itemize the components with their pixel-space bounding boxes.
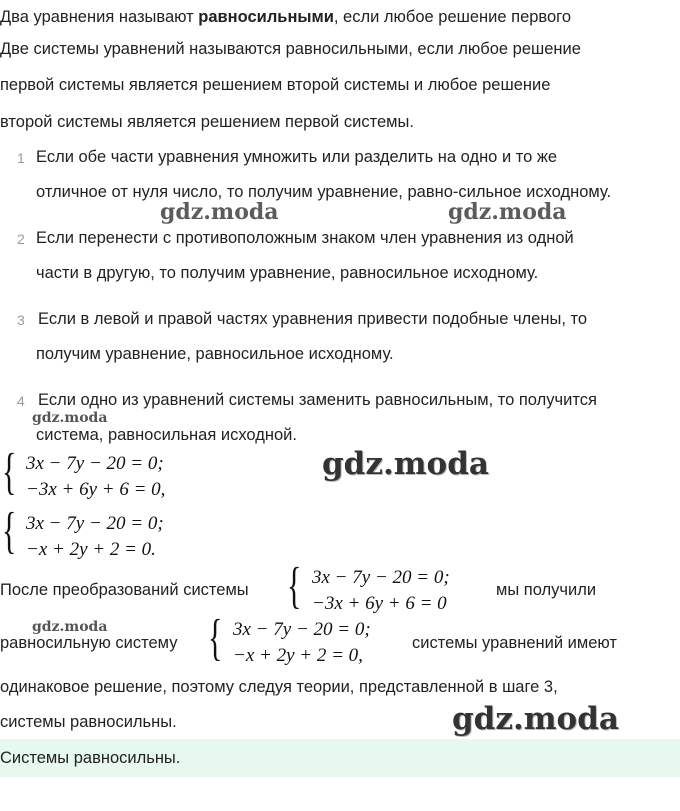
conclusion-text: мы получили [496, 581, 597, 599]
rule-text: Если в левой и правой частях уравнения привести подобные члены, то [38, 310, 588, 328]
watermark: gdz.moda [32, 410, 108, 426]
rule-text: части в другую, то получим уравнение, равносильное исходному. [36, 264, 539, 282]
intro-text: Два уравнения называют [0, 8, 199, 26]
equation: −x + 2y + 2 = 0. [26, 539, 156, 560]
watermark: gdz.moda [448, 199, 567, 225]
conclusion-text: одинаковое решение, поэтому следуя теории, представленной в шаге 3, [0, 678, 558, 696]
equation: −3x + 6y + 6 = 0, [26, 479, 166, 500]
conclusion-text: системы равносильны. [0, 713, 177, 731]
left-brace: { [2, 444, 17, 501]
equation: 3x − 7y − 20 = 0; [233, 619, 371, 640]
intro-line-2: Две системы уравнений называются равносильными, если любое решение [0, 40, 581, 58]
rule-number: 3 [17, 312, 25, 328]
left-brace: { [287, 558, 302, 615]
equation: 3x − 7y − 20 = 0; [26, 513, 164, 534]
intro-text: , если любое решение первого [333, 8, 572, 26]
equation: −x + 2y + 2 = 0, [233, 645, 363, 666]
rule-text: Если одно из уравнений системы заменить равносильным, то получится [38, 391, 597, 409]
rule-text: система, равносильная исходной. [36, 426, 297, 444]
watermark: gdz.moda [32, 619, 108, 635]
answer-box [0, 739, 680, 777]
rule-text: Если обе части уравнения умножить или разделить на одно и то же [36, 148, 558, 166]
equation: 3x − 7y − 20 = 0; [312, 567, 450, 588]
rule-text: отличное от нуля число, то получим уравнение, равно-сильное исходному. [36, 183, 612, 201]
conclusion-text: системы уравнений имеют [412, 634, 617, 652]
answer-text: Системы равносильны. [0, 749, 181, 767]
watermark: gdz.moda [160, 199, 279, 225]
rule-number: 1 [17, 150, 25, 166]
equation: −3x + 6y + 6 = 0 [312, 593, 447, 614]
term-bold: равносильными [198, 8, 334, 26]
intro-line-1 [0, 8, 571, 27]
watermark: gdz.moda [452, 701, 619, 737]
left-brace: { [208, 610, 223, 667]
equation: 3x − 7y − 20 = 0; [26, 453, 164, 474]
rule-number: 2 [17, 231, 25, 247]
conclusion-text: После преобразований системы [0, 581, 249, 599]
rule-text: получим уравнение, равносильное исходному. [36, 345, 394, 363]
rule-number: 4 [17, 393, 25, 409]
conclusion-text: равносильную систему [0, 634, 178, 652]
intro-line-3: первой системы является решением второй системы и любое решение [0, 76, 551, 94]
left-brace: { [2, 503, 17, 560]
watermark: gdz.moda [322, 446, 489, 482]
rule-text: Если перенести с противоположным знаком член уравнения из одной [36, 229, 574, 247]
intro-line-4: второй системы является решением первой системы. [0, 113, 414, 131]
